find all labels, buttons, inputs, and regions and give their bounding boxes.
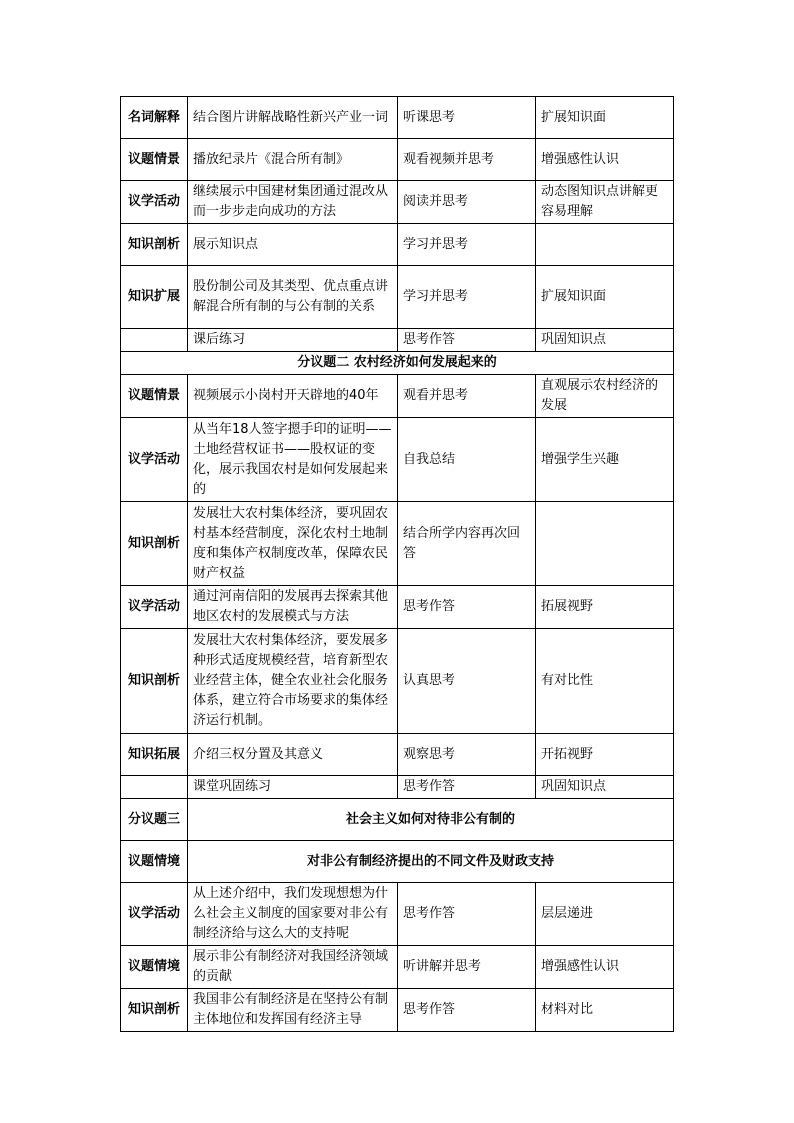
student-activity-cell: 听讲解并思考: [398, 946, 536, 989]
table-row: [121, 586, 674, 629]
table-row: [121, 266, 674, 329]
teacher-activity-cell: 从上述介绍中，我们发现想想为什么社会主义制度的国家要对非公有制经济给与这么大的支持呢: [188, 883, 398, 946]
student-activity-cell: 认真思考: [398, 629, 536, 734]
lesson-plan-table: [120, 96, 674, 1032]
design-intent-cell: [536, 224, 674, 266]
design-intent-cell: 直观展示农村经济的发展: [536, 375, 674, 418]
student-activity-cell: 思考作答: [398, 883, 536, 946]
row-label: 知识拓展: [121, 734, 188, 776]
teacher-activity-cell: 发展壮大农村集体经济，要巩固农村基本经营制度，深化农村土地制度和集体产权制度改革，保障农民财产权益: [188, 502, 398, 586]
design-intent-cell: 有对比性: [536, 629, 674, 734]
student-activity-cell: 思考作答: [398, 776, 536, 799]
table-row: [121, 181, 674, 224]
table-row: [121, 883, 674, 946]
teacher-activity-cell: 介绍三权分置及其意义: [188, 734, 398, 776]
student-activity-cell: 自我总结: [398, 418, 536, 502]
teacher-activity-cell: 发展壮大农村集体经济，要发展多种形式适度规模经营，培育新型农业经营主体，健全农业社会化服务体系，建立符合市场要求的集体经济运行机制。: [188, 629, 398, 734]
design-intent-cell: 巩固知识点: [536, 329, 674, 352]
student-activity-cell: 观察思考: [398, 734, 536, 776]
student-activity-cell: 思考作答: [398, 586, 536, 629]
table-row: [121, 418, 674, 502]
table-row: [121, 224, 674, 266]
row-label: 议题情景: [121, 139, 188, 181]
design-intent-cell: [536, 502, 674, 586]
teacher-activity-cell: 课后练习: [188, 329, 398, 352]
student-activity-cell: 观看并思考: [398, 375, 536, 418]
row-label: 知识扩展: [121, 266, 188, 329]
row-label: 议学活动: [121, 418, 188, 502]
topic-situation-heading: 对非公有制经济提出的不同文件及财政支持: [188, 841, 674, 883]
row-label: 议学活动: [121, 586, 188, 629]
design-intent-cell: 动态图知识点讲解更容易理解: [536, 181, 674, 224]
table-row: [121, 776, 674, 799]
teacher-activity-cell: 视频展示小岗村开天辟地的40年: [188, 375, 398, 418]
table-row: [121, 97, 674, 139]
table-row: [121, 799, 674, 841]
row-label: 知识剖析: [121, 989, 188, 1032]
student-activity-cell: 听课思考: [398, 97, 536, 139]
teacher-activity-cell: 展示知识点: [188, 224, 398, 266]
teacher-activity-cell: 课堂巩固练习: [188, 776, 398, 799]
table-row: [121, 946, 674, 989]
design-intent-cell: 扩展知识面: [536, 97, 674, 139]
table-row: [121, 375, 674, 418]
student-activity-cell: 学习并思考: [398, 224, 536, 266]
table-row: [121, 329, 674, 352]
sub-topic-heading: 社会主义如何对待非公有制的: [188, 799, 674, 841]
section-heading: 分议题二 农村经济如何发展起来的: [121, 352, 674, 375]
teacher-activity-cell: 我国非公有制经济是在坚持公有制主体地位和发挥国有经济主导: [188, 989, 398, 1032]
design-intent-cell: 增强学生兴趣: [536, 418, 674, 502]
student-activity-cell: 学习并思考: [398, 266, 536, 329]
row-label: [121, 329, 188, 352]
table-row: [121, 841, 674, 883]
table-row: [121, 989, 674, 1032]
table-row: [121, 629, 674, 734]
row-label: 议学活动: [121, 181, 188, 224]
row-label: 分议题三: [121, 799, 188, 841]
row-label: 知识剖析: [121, 629, 188, 734]
design-intent-cell: 扩展知识面: [536, 266, 674, 329]
design-intent-cell: 增强感性认识: [536, 139, 674, 181]
row-label: 议题情景: [121, 375, 188, 418]
design-intent-cell: 开拓视野: [536, 734, 674, 776]
design-intent-cell: 层层递进: [536, 883, 674, 946]
student-activity-cell: 观看视频并思考: [398, 139, 536, 181]
design-intent-cell: 材料对比: [536, 989, 674, 1032]
row-label: 知识剖析: [121, 502, 188, 586]
row-label: 知识剖析: [121, 224, 188, 266]
table-row: [121, 139, 674, 181]
student-activity-cell: 阅读并思考: [398, 181, 536, 224]
teacher-activity-cell: 从当年18人签字摁手印的证明——土地经营权证书——股权证的变化，展示我国农村是如何发展起来的: [188, 418, 398, 502]
teacher-activity-cell: 展示非公有制经济对我国经济领域的贡献: [188, 946, 398, 989]
student-activity-cell: 结合所学内容再次回答: [398, 502, 536, 586]
section-row: [121, 352, 674, 375]
row-label: 议学活动: [121, 883, 188, 946]
design-intent-cell: 拓展视野: [536, 586, 674, 629]
student-activity-cell: 思考作答: [398, 989, 536, 1032]
table-row: [121, 502, 674, 586]
row-label: 名词解释: [121, 97, 188, 139]
row-label: 议题情境: [121, 841, 188, 883]
row-label: [121, 776, 188, 799]
teacher-activity-cell: 通过河南信阳的发展再去探索其他地区农村的发展模式与方法: [188, 586, 398, 629]
student-activity-cell: 思考作答: [398, 329, 536, 352]
teacher-activity-cell: 股份制公司及其类型、优点重点讲解混合所有制的与公有制的关系: [188, 266, 398, 329]
teacher-activity-cell: 继续展示中国建材集团通过混改从而一步步走向成功的方法: [188, 181, 398, 224]
table-row: [121, 734, 674, 776]
design-intent-cell: 增强感性认识: [536, 946, 674, 989]
row-label: 议题情境: [121, 946, 188, 989]
teacher-activity-cell: 结合图片讲解战略性新兴产业一词: [188, 97, 398, 139]
design-intent-cell: 巩固知识点: [536, 776, 674, 799]
teacher-activity-cell: 播放纪录片《混合所有制》: [188, 139, 398, 181]
